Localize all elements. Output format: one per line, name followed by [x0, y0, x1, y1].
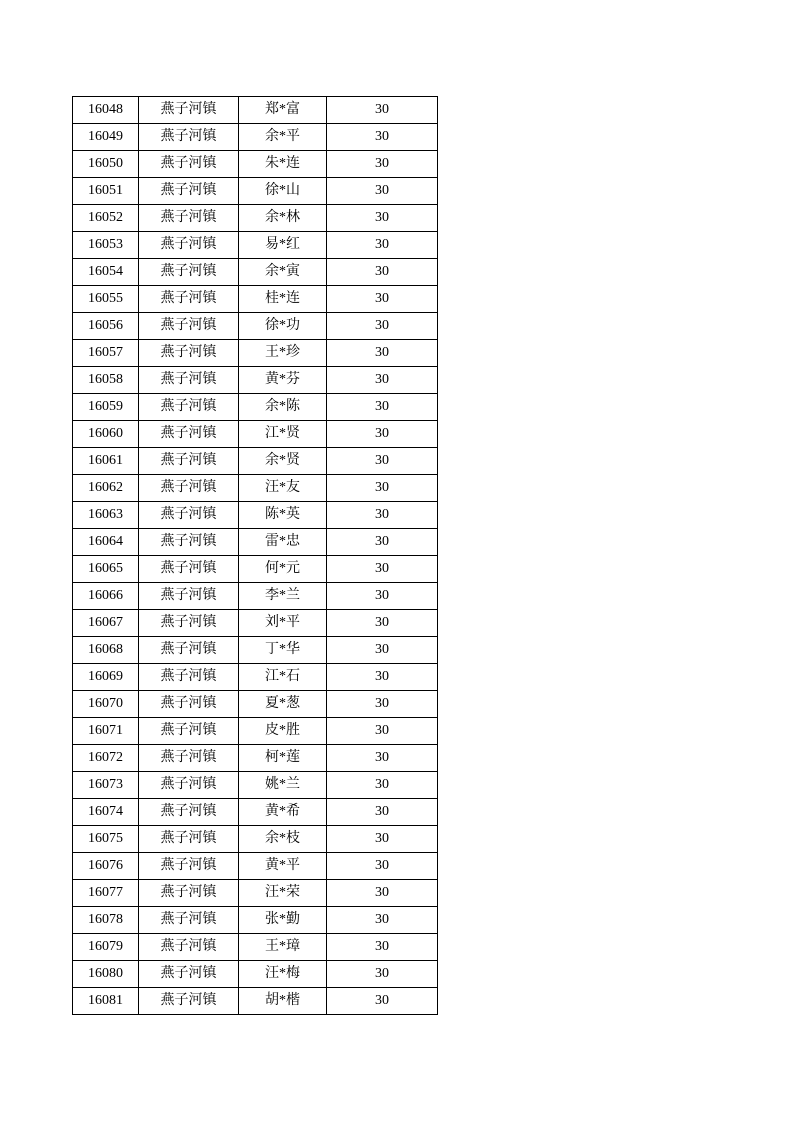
cell-amount: 30	[327, 556, 438, 583]
cell-town: 燕子河镇	[139, 502, 239, 529]
table-row	[73, 799, 438, 826]
cell-town: 燕子河镇	[139, 286, 239, 313]
cell-id: 16064	[73, 529, 139, 556]
cell-name: 刘*平	[239, 610, 327, 637]
cell-id: 16049	[73, 124, 139, 151]
cell-amount: 30	[327, 421, 438, 448]
table-row	[73, 664, 438, 691]
cell-name: 王*璋	[239, 934, 327, 961]
cell-amount: 30	[327, 745, 438, 772]
cell-id: 16067	[73, 610, 139, 637]
table-row	[73, 583, 438, 610]
cell-id: 16070	[73, 691, 139, 718]
cell-name: 黄*平	[239, 853, 327, 880]
cell-id: 16068	[73, 637, 139, 664]
cell-id: 16062	[73, 475, 139, 502]
cell-id: 16077	[73, 880, 139, 907]
cell-amount: 30	[327, 718, 438, 745]
cell-name: 李*兰	[239, 583, 327, 610]
cell-town: 燕子河镇	[139, 421, 239, 448]
cell-id: 16060	[73, 421, 139, 448]
cell-amount: 30	[327, 475, 438, 502]
cell-id: 16075	[73, 826, 139, 853]
cell-town: 燕子河镇	[139, 664, 239, 691]
cell-id: 16074	[73, 799, 139, 826]
cell-amount: 30	[327, 880, 438, 907]
cell-name: 丁*华	[239, 637, 327, 664]
table-row	[73, 97, 438, 124]
cell-amount: 30	[327, 664, 438, 691]
cell-town: 燕子河镇	[139, 610, 239, 637]
table-row	[73, 718, 438, 745]
cell-id: 16076	[73, 853, 139, 880]
cell-town: 燕子河镇	[139, 448, 239, 475]
cell-name: 陈*英	[239, 502, 327, 529]
cell-name: 余*林	[239, 205, 327, 232]
table-row	[73, 907, 438, 934]
table-row	[73, 124, 438, 151]
table-row	[73, 232, 438, 259]
cell-town: 燕子河镇	[139, 178, 239, 205]
cell-name: 汪*友	[239, 475, 327, 502]
cell-town: 燕子河镇	[139, 745, 239, 772]
cell-town: 燕子河镇	[139, 799, 239, 826]
table-row	[73, 637, 438, 664]
cell-name: 夏*葱	[239, 691, 327, 718]
cell-name: 汪*荣	[239, 880, 327, 907]
cell-amount: 30	[327, 826, 438, 853]
cell-id: 16072	[73, 745, 139, 772]
cell-town: 燕子河镇	[139, 880, 239, 907]
cell-name: 朱*连	[239, 151, 327, 178]
table-row	[73, 259, 438, 286]
table-row	[73, 286, 438, 313]
cell-amount: 30	[327, 637, 438, 664]
cell-name: 汪*梅	[239, 961, 327, 988]
cell-amount: 30	[327, 151, 438, 178]
table-row	[73, 880, 438, 907]
cell-town: 燕子河镇	[139, 529, 239, 556]
table-row	[73, 502, 438, 529]
cell-id: 16066	[73, 583, 139, 610]
table-row	[73, 691, 438, 718]
cell-name: 余*平	[239, 124, 327, 151]
cell-id: 16058	[73, 367, 139, 394]
cell-town: 燕子河镇	[139, 97, 239, 124]
cell-amount: 30	[327, 988, 438, 1015]
cell-id: 16059	[73, 394, 139, 421]
cell-town: 燕子河镇	[139, 853, 239, 880]
cell-id: 16048	[73, 97, 139, 124]
cell-town: 燕子河镇	[139, 232, 239, 259]
cell-town: 燕子河镇	[139, 691, 239, 718]
table-row	[73, 367, 438, 394]
cell-id: 16081	[73, 988, 139, 1015]
cell-name: 黄*希	[239, 799, 327, 826]
table-row	[73, 448, 438, 475]
cell-id: 16057	[73, 340, 139, 367]
cell-amount: 30	[327, 313, 438, 340]
cell-id: 16056	[73, 313, 139, 340]
cell-name: 柯*莲	[239, 745, 327, 772]
cell-name: 余*寅	[239, 259, 327, 286]
cell-amount: 30	[327, 907, 438, 934]
table-row	[73, 934, 438, 961]
table-row	[73, 745, 438, 772]
cell-name: 余*陈	[239, 394, 327, 421]
cell-town: 燕子河镇	[139, 124, 239, 151]
table-row	[73, 205, 438, 232]
cell-amount: 30	[327, 394, 438, 421]
cell-id: 16065	[73, 556, 139, 583]
cell-town: 燕子河镇	[139, 826, 239, 853]
cell-town: 燕子河镇	[139, 340, 239, 367]
cell-name: 张*勤	[239, 907, 327, 934]
cell-town: 燕子河镇	[139, 583, 239, 610]
table-row	[73, 340, 438, 367]
table-body	[73, 97, 438, 1015]
cell-amount: 30	[327, 529, 438, 556]
cell-id: 16055	[73, 286, 139, 313]
cell-id: 16069	[73, 664, 139, 691]
cell-town: 燕子河镇	[139, 988, 239, 1015]
cell-amount: 30	[327, 610, 438, 637]
cell-name: 徐*功	[239, 313, 327, 340]
cell-amount: 30	[327, 961, 438, 988]
cell-name: 胡*楷	[239, 988, 327, 1015]
cell-amount: 30	[327, 772, 438, 799]
cell-amount: 30	[327, 205, 438, 232]
cell-amount: 30	[327, 286, 438, 313]
cell-town: 燕子河镇	[139, 313, 239, 340]
cell-town: 燕子河镇	[139, 394, 239, 421]
cell-amount: 30	[327, 124, 438, 151]
cell-town: 燕子河镇	[139, 475, 239, 502]
cell-town: 燕子河镇	[139, 772, 239, 799]
table-row	[73, 826, 438, 853]
cell-town: 燕子河镇	[139, 637, 239, 664]
cell-id: 16050	[73, 151, 139, 178]
cell-town: 燕子河镇	[139, 367, 239, 394]
table-row	[73, 988, 438, 1015]
cell-name: 桂*连	[239, 286, 327, 313]
cell-name: 余*贤	[239, 448, 327, 475]
table-row	[73, 556, 438, 583]
table-row	[73, 961, 438, 988]
cell-amount: 30	[327, 259, 438, 286]
table-row	[73, 394, 438, 421]
cell-amount: 30	[327, 853, 438, 880]
cell-amount: 30	[327, 367, 438, 394]
cell-id: 16063	[73, 502, 139, 529]
cell-town: 燕子河镇	[139, 259, 239, 286]
table-row	[73, 610, 438, 637]
table-row	[73, 421, 438, 448]
data-table	[72, 96, 438, 1015]
cell-amount: 30	[327, 934, 438, 961]
cell-name: 余*枝	[239, 826, 327, 853]
cell-amount: 30	[327, 799, 438, 826]
cell-id: 16054	[73, 259, 139, 286]
cell-amount: 30	[327, 340, 438, 367]
cell-id: 16079	[73, 934, 139, 961]
cell-id: 16051	[73, 178, 139, 205]
cell-amount: 30	[327, 691, 438, 718]
cell-name: 王*珍	[239, 340, 327, 367]
cell-amount: 30	[327, 178, 438, 205]
table-row	[73, 772, 438, 799]
cell-name: 郑*富	[239, 97, 327, 124]
cell-id: 16078	[73, 907, 139, 934]
cell-amount: 30	[327, 502, 438, 529]
table-row	[73, 313, 438, 340]
table-row	[73, 529, 438, 556]
cell-name: 易*红	[239, 232, 327, 259]
cell-town: 燕子河镇	[139, 151, 239, 178]
cell-town: 燕子河镇	[139, 718, 239, 745]
cell-amount: 30	[327, 448, 438, 475]
cell-name: 江*贤	[239, 421, 327, 448]
table-row	[73, 178, 438, 205]
cell-town: 燕子河镇	[139, 934, 239, 961]
cell-town: 燕子河镇	[139, 907, 239, 934]
cell-town: 燕子河镇	[139, 205, 239, 232]
cell-amount: 30	[327, 97, 438, 124]
cell-id: 16061	[73, 448, 139, 475]
table-row	[73, 853, 438, 880]
cell-id: 16073	[73, 772, 139, 799]
cell-id: 16052	[73, 205, 139, 232]
table-row	[73, 151, 438, 178]
cell-name: 皮*胜	[239, 718, 327, 745]
cell-amount: 30	[327, 583, 438, 610]
cell-name: 雷*忠	[239, 529, 327, 556]
cell-name: 徐*山	[239, 178, 327, 205]
cell-name: 何*元	[239, 556, 327, 583]
cell-town: 燕子河镇	[139, 556, 239, 583]
cell-name: 江*石	[239, 664, 327, 691]
cell-town: 燕子河镇	[139, 961, 239, 988]
cell-id: 16080	[73, 961, 139, 988]
cell-id: 16053	[73, 232, 139, 259]
cell-name: 姚*兰	[239, 772, 327, 799]
cell-id: 16071	[73, 718, 139, 745]
cell-amount: 30	[327, 232, 438, 259]
table-row	[73, 475, 438, 502]
cell-name: 黄*芬	[239, 367, 327, 394]
